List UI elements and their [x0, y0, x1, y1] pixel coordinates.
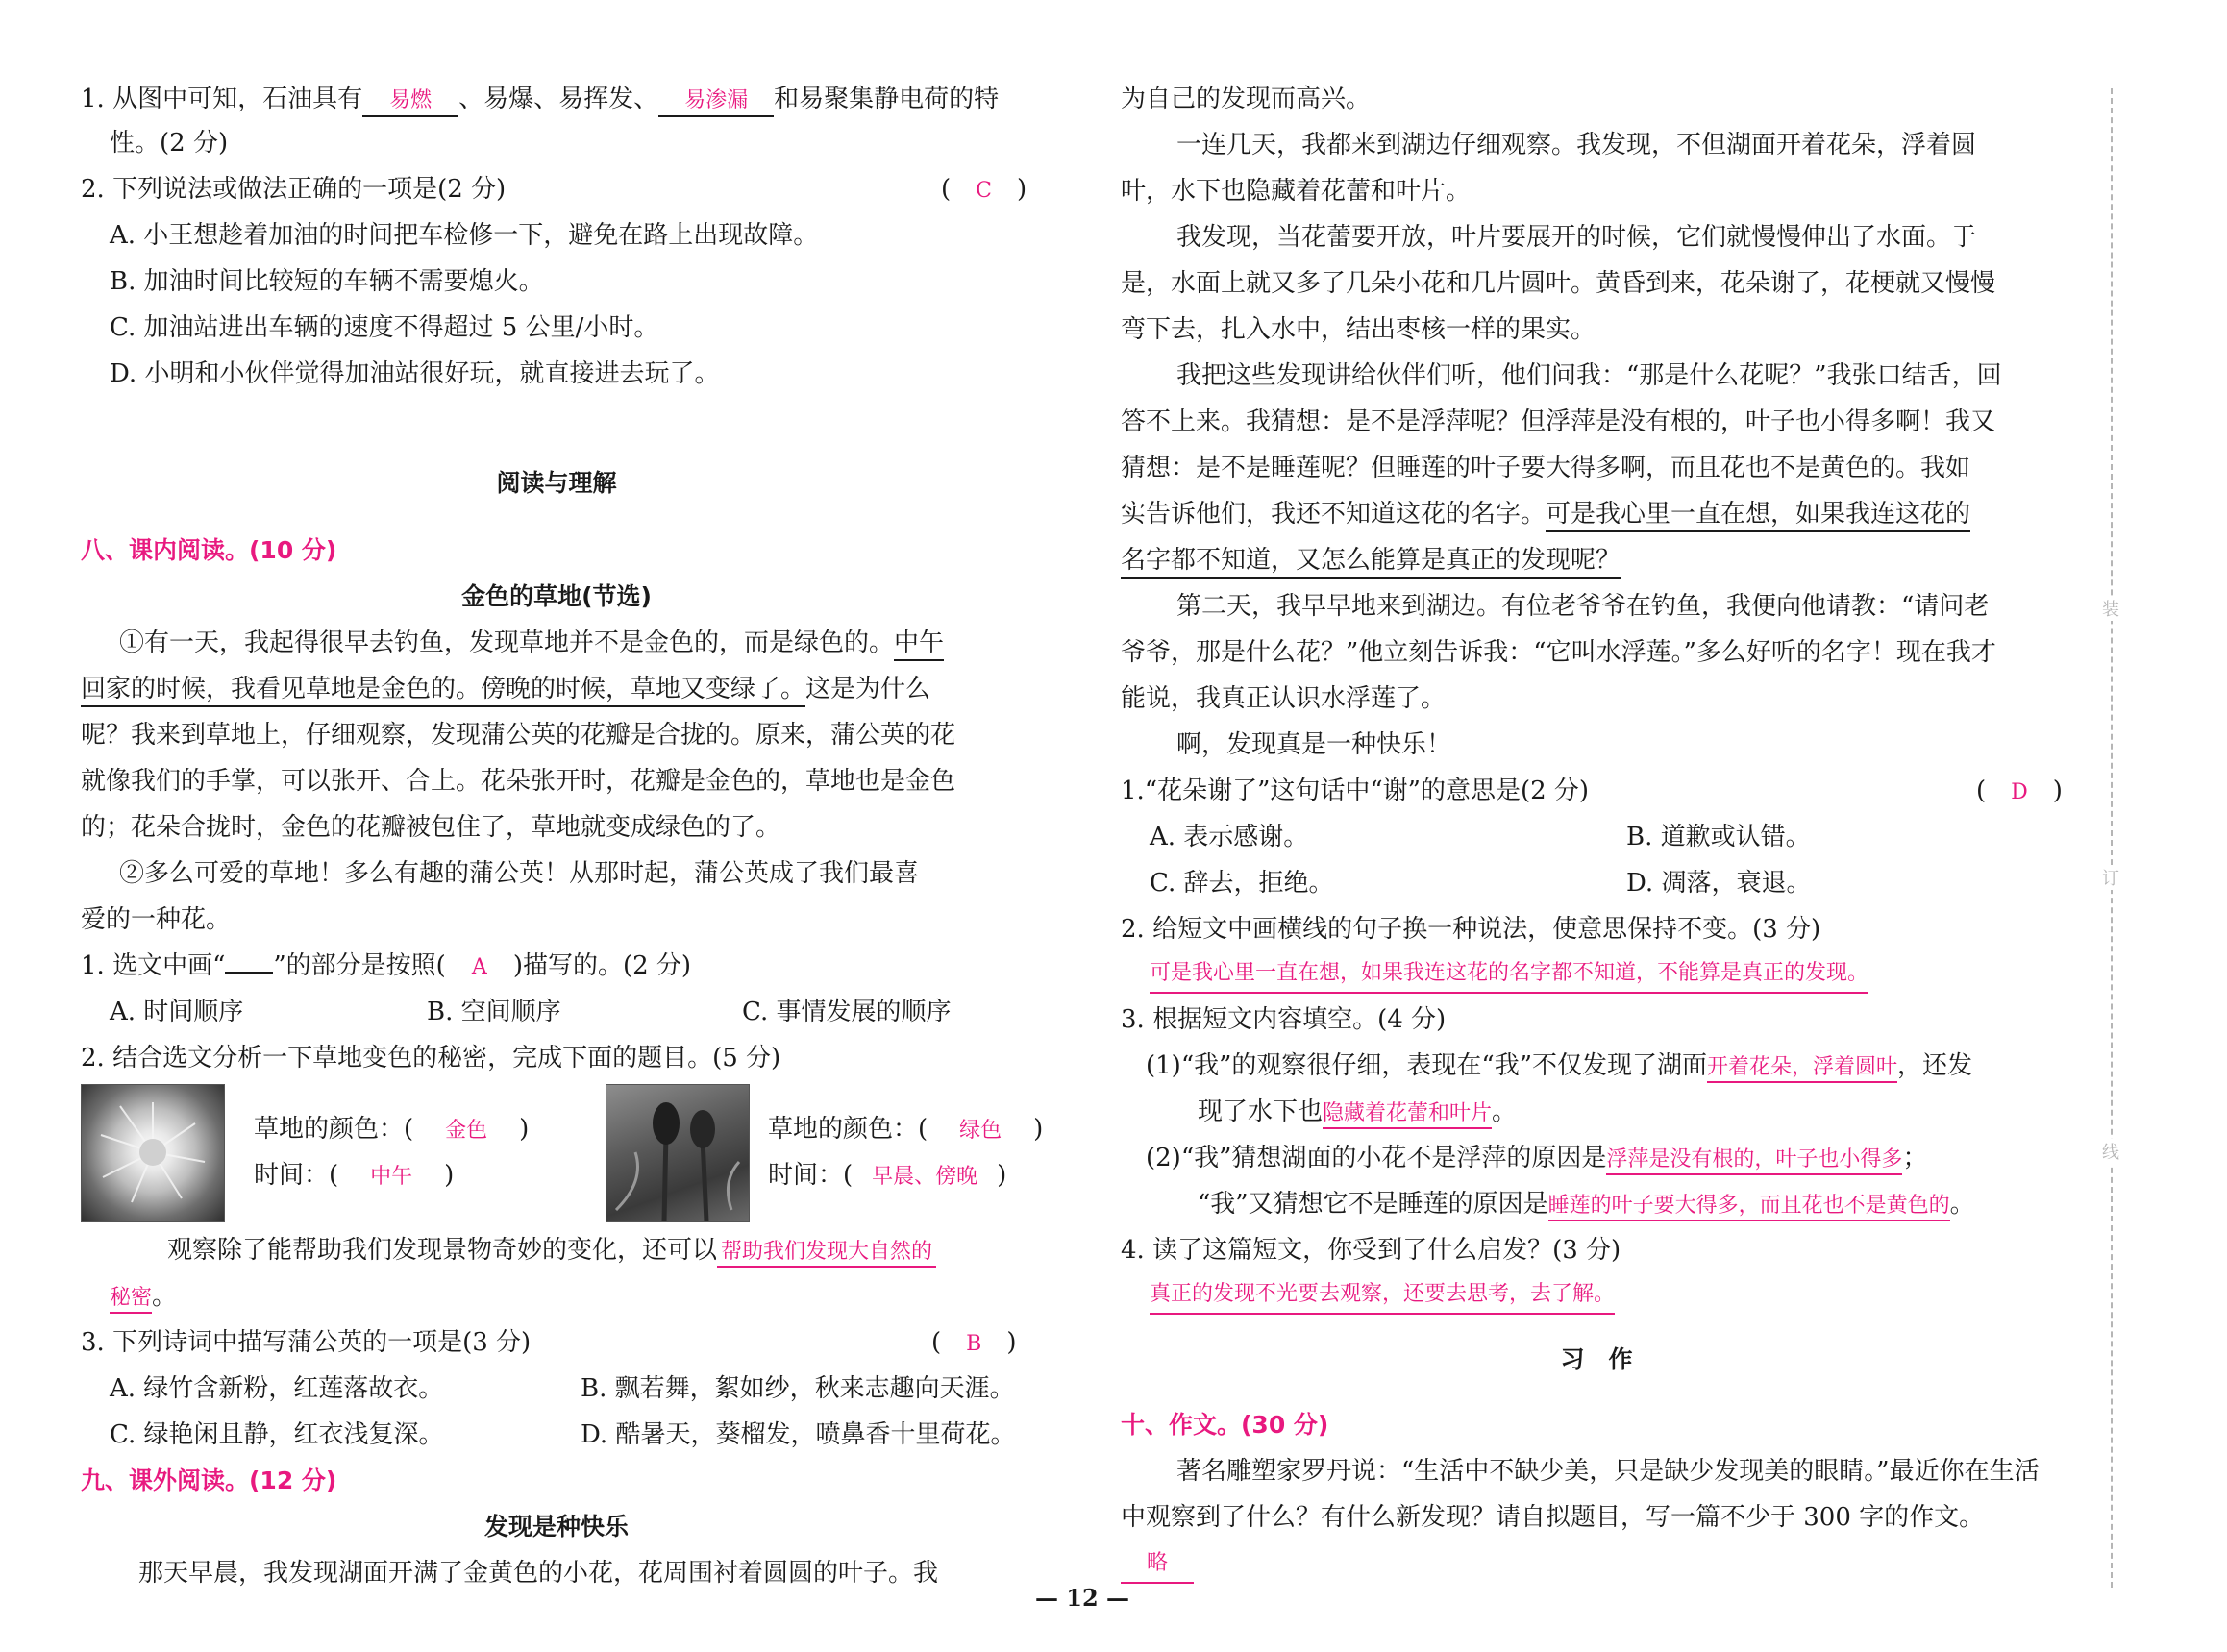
part8-q3-option-c: C. 绿艳闲且静，红衣浅复深。 [110, 1420, 444, 1449]
part9-p1: 那天早晨，我发现湖面开满了金黄色的小花，花周围衬着圆圆的叶子。我 [138, 1559, 939, 1588]
bud-icon [606, 1085, 749, 1221]
part8-q3-answer-box[interactable]: ( B ) [931, 1328, 1017, 1357]
q3-1-answer-1[interactable]: 开着花朵，浮着圆叶 [1707, 1055, 1897, 1083]
time-row-2: 时间：( 早晨、傍晚 ) [768, 1159, 1006, 1194]
p1-line1: ①有一天，我起得很早去钓鱼，发现草地并不是金色的，而是绿色的。中午 [119, 627, 944, 659]
p2-line1: ②多么可爱的草地！多么有趣的蒲公英！从那时起，蒲公英成了我们最喜 [119, 859, 920, 888]
time-row-1: 时间：( 中午 ) [254, 1159, 454, 1194]
color-row-1: 草地的颜色：( 金色 ) [254, 1113, 529, 1147]
right-q2-text: 2. 给短文中画横线的句子换一种说法，使意思保持不变。(3 分) [1121, 915, 1821, 944]
q2-option-b: B. 加油时间比较短的车辆不需要熄火。 [110, 267, 544, 296]
q1-text: 1. 从图中可知，石油具有 [81, 85, 363, 113]
right-q3-text: 3. 根据短文内容填空。(4 分) [1121, 1005, 1447, 1034]
q2-option-a: A. 小王想趁着加油的时间把车检修一下，避免在路上出现故障。 [110, 221, 819, 250]
part8-q3-option-a: A. 绿竹含新粉，红莲落故衣。 [110, 1374, 444, 1403]
q3-2-answer-2[interactable]: 睡莲的叶子要大得多，而且花也不是黄色的 [1548, 1194, 1950, 1221]
part8-q3-option-d: D. 酷暑天，葵榴发，喷鼻香十里荷花。 [581, 1420, 1016, 1449]
part8-q2-text: 2. 结合选文分析一下草地变色的秘密，完成下面的题目。(5 分) [81, 1044, 781, 1073]
essay-answer[interactable]: 略 [1121, 1545, 1194, 1584]
part10-heading: 十、作文。(30 分) [1121, 1411, 1329, 1439]
right-q1-answer-box[interactable]: ( D ) [1976, 777, 2063, 805]
q2-text: 2. 下列说法或做法正确的一项是(2 分) [81, 175, 507, 204]
q1-blank-2[interactable]: 易渗漏 [658, 85, 774, 117]
observation-line: 观察除了能帮助我们发现景物奇妙的变化，还可以 帮助我们发现大自然的 [167, 1234, 936, 1269]
part8-q1-answer[interactable]: A [471, 955, 487, 979]
margin-char-ding: 订 [2098, 865, 2123, 890]
q2-option-d: D. 小明和小伙伴觉得加油站很好玩，就直接进去玩了。 [110, 359, 720, 388]
part8-q1-option-a: A. 时间顺序 [110, 998, 244, 1026]
observation-line2: 秘密。 [110, 1280, 177, 1315]
part8-q1-option-c: C. 事情发展的顺序 [742, 998, 952, 1026]
observation-answer[interactable]: 帮助我们发现大自然的 [717, 1240, 936, 1268]
p1-line4: 就像我们的手掌，可以张开、合上。花朵张开时，花瓣是金色的，草地也是金色 [81, 767, 956, 796]
p2-line2: 爱的一种花。 [81, 905, 232, 934]
right-q4-answer[interactable]: 真正的发现不光要去观察，还要去思考，去了解。 [1150, 1278, 1615, 1315]
section-title-writing: 习 作 [1560, 1345, 1633, 1373]
p1-line2: 回家的时候，我看见草地是金色的。傍晚的时候，草地又变绿了。这是为什么 [81, 673, 930, 705]
part8-q1: 1. 选文中画“ ”的部分是按照( A )描写的。(2 分) [81, 949, 691, 984]
q1-blank-1[interactable]: 易燃 [362, 85, 458, 117]
margin-char-zhuang: 装 [2098, 596, 2123, 621]
p1-line3: 呢？我来到草地上，仔细观察，发现蒲公英的花瓣是合拢的。原来，蒲公英的花 [81, 721, 956, 750]
right-q2-answer[interactable]: 可是我心里一直在想，如果我连这花的名字都不知道，不能算是真正的发现。 [1150, 957, 1868, 994]
q3-1-answer-2[interactable]: 隐藏着花蕾和叶片 [1323, 1101, 1492, 1129]
part8-q1-option-b: B. 空间顺序 [427, 998, 561, 1026]
dandelion-closed-photo [606, 1084, 750, 1222]
color-row-2: 草地的颜色：( 绿色 ) [768, 1113, 1043, 1147]
q2-option-c: C. 加油站进出车辆的速度不得超过 5 公里/小时。 [110, 313, 659, 342]
dandelion-open-photo [81, 1084, 225, 1222]
q2-answer-box[interactable]: ( C ) [941, 175, 1027, 204]
color-answer-1[interactable]: 金色 [445, 1119, 488, 1143]
color-answer-2[interactable]: 绿色 [959, 1119, 1002, 1143]
part8-title: 金色的草地(节选) [461, 582, 652, 610]
part9-title: 发现是种快乐 [483, 1513, 629, 1541]
section-title-reading: 阅读与理解 [496, 469, 617, 497]
time-answer-1[interactable]: 中午 [370, 1165, 413, 1189]
part9-heading: 九、课外阅读。(12 分) [81, 1467, 337, 1494]
flower-icon [82, 1085, 224, 1221]
part8-q3-option-b: B. 飘若舞，絮如纱，秋来志趣向天涯。 [581, 1374, 1015, 1403]
p1-line5: 的；花朵合拢时，金色的花瓣被包住了，草地就变成绿色的了。 [81, 813, 781, 842]
q3-2-answer-1[interactable]: 浮萍是没有根的，叶子也小得多 [1606, 1147, 1902, 1175]
page-number: — 12 — [1034, 1584, 1130, 1612]
margin-char-xian: 线 [2098, 1139, 2123, 1164]
q1-line2: 性。(2 分) [110, 129, 229, 158]
binding-dashed-line [2111, 88, 2113, 1588]
time-answer-2[interactable]: 早晨、傍晚 [872, 1165, 978, 1189]
part8-q3-text: 3. 下列诗词中描写蒲公英的一项是(3 分) [81, 1328, 532, 1357]
right-q4-text: 4. 读了这篇短文，你受到了什么启发？(3 分) [1121, 1236, 1621, 1265]
right-q1-text: 1.“花朵谢了”这句话中“谢”的意思是(2 分) [1121, 777, 1590, 805]
q1-line: 1. 从图中可知，石油具有 易燃 、易爆、易挥发、 易渗漏 和易聚集静电荷的特 [81, 83, 999, 117]
part8-heading: 八、课内阅读。(10 分) [81, 536, 337, 564]
